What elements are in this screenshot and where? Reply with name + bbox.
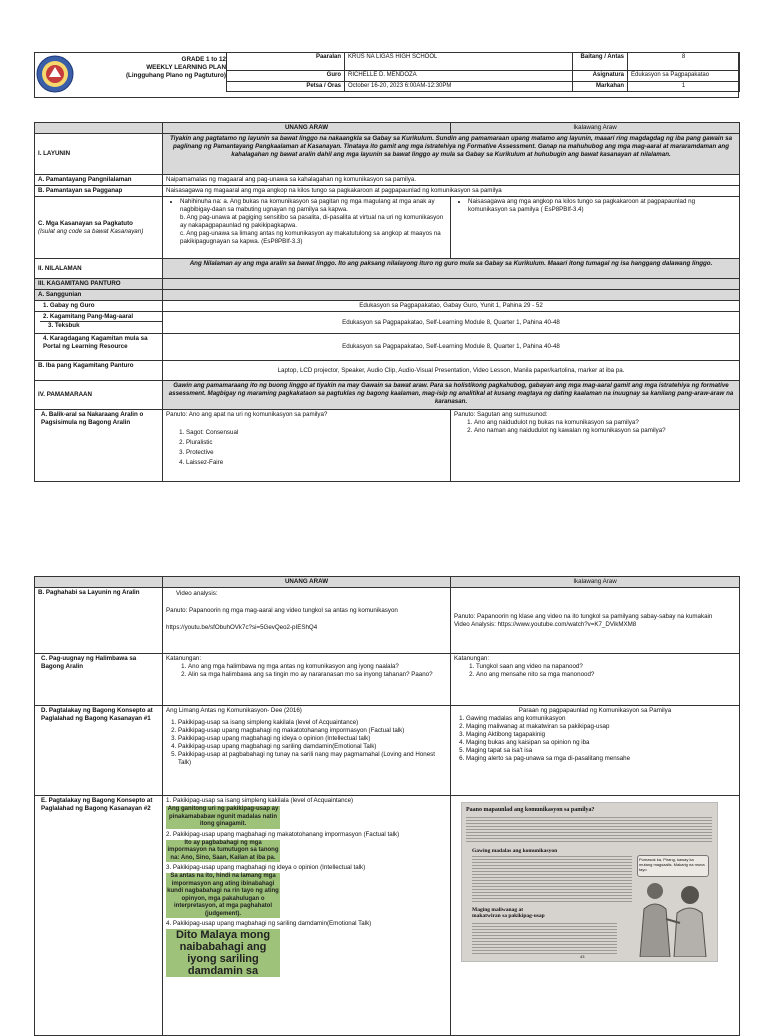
header-key: Petsa / Oras bbox=[227, 81, 345, 92]
list-item: 1. Ano ang mga halimbawa ng mga antas ng komunikasyon ang iyong naalala? bbox=[188, 663, 447, 671]
header-value: 8 bbox=[628, 53, 740, 71]
kasanayan-subtitle: (Isulat ang code sa bawat Kasanayan) bbox=[38, 227, 144, 235]
row-label-kagamitan: III. KAGAMITANG PANTURO bbox=[35, 279, 163, 290]
grade-range: GRADE 1 to 12 bbox=[181, 56, 226, 63]
gabay-text: Edukasyon sa Pagpapakatao, Gabay Guro, Yunit 1, Pahina 29 - 52 bbox=[163, 301, 740, 312]
katanungan-prompt: Katanungan: bbox=[454, 655, 490, 662]
video-analysis-title: Video analysis: bbox=[176, 590, 218, 597]
row-label-pagtalakay-2: E. Pagtalakay ng Bagong Konsepto at Paglalahad ng Bagong Kasanayan #2 bbox=[35, 796, 163, 1036]
deped-seal-logo bbox=[36, 55, 74, 93]
family-illustration bbox=[630, 879, 714, 957]
header-info-table bbox=[226, 52, 740, 92]
column-header-day1: UNANG ARAW bbox=[163, 123, 451, 134]
paghahabi-instruction: Panuto: Papanoorin ng klase ang video na ito tungkol sa pamilyang sabay-sabay na kumakain bbox=[454, 612, 713, 620]
row-label-teksbuk: 3. Teksbuk bbox=[40, 321, 162, 330]
paraan-title: Paraan ng pagpapaunlad ng Komunikasyon sa Pamilya bbox=[518, 707, 672, 714]
header-value: October 16-20, 2023 6:00AM-12:30PM bbox=[345, 81, 573, 92]
video-link[interactable]: Video Analysis: https://www.youtube.com/watch?v=K7_DVikMXM8 bbox=[454, 620, 637, 628]
list-item: 2. Pluralistic bbox=[186, 438, 447, 448]
list-item: 1. Tungkol saan ang video na napanood? bbox=[476, 663, 736, 671]
row-label-balik-aral: A. Balik-aral sa Nakaraang Aralin o Pagsisimula ng Bagong Aralin bbox=[35, 410, 163, 482]
karagdagang-text: Edukasyon sa Pagpapakatao, Self-Learning Module 8, Quarter 1, Pahina 40-48 bbox=[163, 334, 740, 361]
header-key: Guro bbox=[227, 71, 345, 82]
plan-subtitle: (Lingguhang Plano ng Pagtuturo) bbox=[125, 72, 226, 79]
header-key: Markahan bbox=[573, 81, 628, 92]
row-label-paguugnay: C. Pag-uugnay ng Halimbawa sa Bagong Aralin bbox=[35, 654, 163, 706]
list-item: 2. Ano ang mensahe nito sa mga manonood? bbox=[476, 671, 736, 679]
list-item: 1. Gawing madalas ang komunikasyon bbox=[466, 715, 736, 723]
module-page-image bbox=[461, 802, 718, 962]
plan-title: WEEKLY LEARNING PLAN bbox=[146, 64, 226, 71]
paghahabi-day1 bbox=[163, 588, 451, 654]
header-value: KRUS NA LIGAS HIGH SCHOOL bbox=[345, 53, 573, 71]
list-item: 3. Pakikipag-usap upang magbahagi ng ideya o opinion (Intellectual talk) bbox=[178, 735, 447, 743]
nilalaman-text: Ang Nilalaman ay ang mga aralin sa bawat linggo. Ito ang paksang nilalayong ituro ng guro mula sa Gabay sa Kurikulum. Maaari itong tumagal ng isa hanggang dalawang linggo. bbox=[163, 259, 740, 279]
pagtalakay-2-day1 bbox=[163, 796, 451, 1036]
video-link[interactable]: https://youtu.be/sfObuhOVk7c?si=5GevQeo2-pIEShQ4 bbox=[166, 624, 318, 631]
list-item: 2. Maging maliwanag at makatwiran sa pakikipag-usap bbox=[466, 723, 736, 731]
speech-bubble: Pumasok ka, Pirang, kaway ka mutang magsaalis. Makarig na muna tayo bbox=[637, 855, 709, 877]
row-label-nilalaman: II. NILALAMAN bbox=[35, 259, 163, 279]
row-label-pagtalakay-1: D. Pagtalakay ng Bagong Konsepto at Paglalahad ng Bagong Kasanayan #1 bbox=[35, 706, 163, 796]
iba-text: Laptop, LCD projector, Speaker, Audio Clip, Audio-Visual Presentation, Video Lesson, Manila paper/kartolina, marker at iba pa. bbox=[163, 361, 740, 381]
column-header-day1: UNANG ARAW bbox=[163, 577, 451, 588]
list-item: 3. Protective bbox=[186, 448, 447, 458]
antas-description-box: Dito Malaya mong naibabahagi ang iyong sariling damdamin sa bbox=[166, 929, 280, 977]
layunin-text: Tiyakin ang pagtatamo ng layunin sa bawat linggo na nakaangkla sa Gabay sa Kurikulum. Sundin ang pamamaraan upang matamo ang layunin, maaari ring magdagdag ng iba pang gawain sa paglinang ng Pamantayang Pangkaalaman at Kasanayan. Tinataya ito gamit ang mga istratehiya ng Formative Assessment. Ganap na mahuhubog ang mga mag-aaral at mararamdaman ang kahalagahan ng bawat aralin dahil ang mga layunin sa bawat linggo ay mula sa Gabay sa Kurikulum at huhubugin ang bawat kasanayan at nilalaman. bbox=[163, 134, 740, 175]
list-item: • Naisasagawa ang mga angkop na kilos tungo sa pagkakaroon at pagpapaunlad ng komunikasyon sa pamilya ( EsP8PBIf-3.4) bbox=[468, 198, 736, 214]
header-block bbox=[34, 52, 739, 100]
module-item-1: Gawing madalas ang komunikasyon bbox=[472, 848, 558, 854]
paghahabi-day2 bbox=[451, 588, 740, 654]
header-key: Asignatura bbox=[573, 71, 628, 82]
row-label-pangmagaaral: 2. Kagamitang Pang-Mag-aaral bbox=[43, 313, 134, 320]
list-item: 4. Maging bukas ang kaisipan sa opinion ng iba bbox=[466, 739, 736, 747]
column-header-day2: Ikalawang Araw bbox=[451, 123, 740, 134]
pagtalakay-1-day1 bbox=[163, 706, 451, 796]
list-item: 2. Alin sa mga halimbawa ang sa tingin mo ay nararanasan mo sa inyong tahanan? Paano? bbox=[188, 671, 447, 679]
lesson-plan-table-1 bbox=[34, 122, 740, 482]
row-label-pagganap: B. Pamantayan sa Pagganap bbox=[35, 186, 163, 197]
header-value: Edukasyon sa Pagpapakatao bbox=[628, 71, 740, 82]
header-value: RICHELLE D. MENDOZA bbox=[345, 71, 573, 82]
module-heading: Paano mapaunlad ang komunikasyon sa pamilya? bbox=[466, 807, 595, 813]
list-item: 2. Ano naman ang naidudulot ng kawalan ng komunikasyon sa pamilya? bbox=[474, 427, 736, 435]
balik-prompt: Panuto: Ano ang apat na uri ng komunikasyon sa pamilya? bbox=[166, 411, 328, 418]
row-label-pamamaraan: IV. PAMAMARAAN bbox=[35, 381, 163, 410]
lesson-plan-table-2 bbox=[34, 576, 740, 1036]
row-label-karagdagang: 4. Karagdagang Kagamitan mula sa Portal ng Learning Resource bbox=[35, 334, 163, 361]
row-label-gabay: 1. Gabay ng Guro bbox=[35, 301, 163, 312]
list-item: b. Ang pag-unawa at pagiging sensitibo sa pasalita, di-pasalita at virtual na uri ng komunikasyon ay nakapagpapaunlad ng pakikipagkapwa. bbox=[180, 214, 444, 229]
row-label-layunin: I. LAYUNIN bbox=[35, 134, 163, 175]
pangnilalaman-text: Naipamamalas ng magaaral ang pag-unawa sa kahalagahan ng komunikasyon sa pamilya. bbox=[163, 175, 740, 186]
list-item: 4. Pakikipag-usap upang magbahagi ng sariling damdamin(Emotional Talk) bbox=[178, 743, 447, 751]
column-header-day2: Ikalawang Araw bbox=[451, 577, 740, 588]
paguugnay-day2 bbox=[451, 654, 740, 706]
antas-description-box: Ito ay pagbabahagi ng mga impormasyon na tumutugon sa tanong na: Ano, Sino, Saan, Kailan at iba pa. bbox=[167, 839, 279, 861]
list-item: 1. Sagot: Consensual bbox=[186, 428, 447, 438]
paguugnay-day1 bbox=[163, 654, 451, 706]
antas-item-4: 4. Pakikipag-usap upang magbahagi ng sariling damdamin(Emotional Talk) bbox=[166, 920, 372, 927]
antas-description-box: Sa antas na ito, hindi na lamang mga impormasyon ang ating ibinabahagi kundi nagbabahagi na rin tayo ng ating opinyon, mga pakahulugan o interpretasyon, at mga paghahatol (judgement). bbox=[167, 873, 279, 917]
list-item: 4. Laissez-Faire bbox=[186, 458, 447, 468]
pagganap-text: Naisasagawa ng magaaral ang mga angkop na kilos tungo sa pagkakaroon at pagpapaunlad ng komunikasyon sa pamilya bbox=[163, 186, 740, 197]
pangmagaaral-text: Edukasyon sa Pagpapakatao, Self-Learning Module 8, Quarter 1, Pahina 40-48 bbox=[163, 312, 740, 334]
antas-item-1: 1. Pakikipag-usap sa isang simpleng kakilala (level of Acquaintance) bbox=[166, 797, 354, 804]
pagtalakay-1-day2 bbox=[451, 706, 740, 796]
header-key: Baitang / Antas bbox=[573, 53, 628, 71]
row-label-kasanayan: C. Mga Kasanayan sa Pagkatuto bbox=[38, 219, 133, 227]
header-key: Paaralan bbox=[227, 53, 345, 71]
balik-prompt: Panuto: Sagutan ang sumusunod: bbox=[454, 411, 548, 418]
row-label-iba: B. Iba pang Kagamitang Panturo bbox=[35, 361, 163, 381]
page-number: 43 bbox=[580, 954, 585, 959]
kasanayan-day1 bbox=[163, 197, 451, 259]
list-item: 6. Maging alerto sa pag-unawa sa mga di-pasalitang mensahe bbox=[466, 755, 736, 763]
list-item: 5. Pakikipag-usap at pagbabahagi ng tunay na sarili nang may pagmamahal (Loving and Honest Talk) bbox=[178, 751, 447, 767]
antas-item-3: 3. Pakikipag-usap upang magbahagi ng ideya o opinion (Intellectual talk) bbox=[166, 864, 366, 871]
list-item: • Nahihinuha na: a. Ang bukas na komunikasyon sa pagitan ng mga magulang at mga anak ay nagbibigay-daan sa mabuting ugnayan ng pamilya sa kapwa. bbox=[180, 198, 447, 214]
list-item: 3. Maging Aktibong tagapakinig bbox=[466, 731, 736, 739]
paghahabi-instruction: Panuto: Papanoorin ng mga mag-aaral ang video tungkol sa antas ng komunikasyon bbox=[166, 607, 398, 614]
row-label-sanggunian: A. Sanggunian bbox=[35, 290, 163, 301]
list-item: 1. Ano ang naidudulot ng bukas na komunikasyon sa pamilya? bbox=[474, 419, 736, 427]
limang-antas-title: Ang Limang Antas ng Komunikasyon- Dee (2016) bbox=[166, 707, 302, 714]
row-label-paghahabi: B. Paghahabi sa Layunin ng Aralin bbox=[35, 588, 163, 654]
list-item: 5. Maging tapat sa isa't isa bbox=[466, 747, 736, 755]
header-value: 1 bbox=[628, 81, 740, 92]
antas-description-box: Ang ganitong uri ng pakikipag-usap ay pinakamababaw ngunit madalas natin itong ginagamit. bbox=[167, 806, 279, 827]
pagtalakay-2-day2 bbox=[451, 796, 740, 1036]
row-label-pangnilalaman: A. Pamantayang Pangnilalaman bbox=[35, 175, 163, 186]
list-item: 2. Pakikipag-usap upang magbahagi ng makatotohanang impormasyon (Factual talk) bbox=[178, 727, 447, 735]
module-item-2: Maging maliwanag at makatwiran sa pakikipag-usap bbox=[472, 907, 545, 919]
katanungan-prompt: Katanungan: bbox=[166, 655, 202, 662]
antas-item-2: 2. Pakikipag-usap upang magbahagi ng makatotohanang impormasyon (Factual talk) bbox=[166, 830, 400, 838]
balik-aral-day2 bbox=[451, 410, 740, 482]
kasanayan-day2 bbox=[451, 197, 740, 259]
balik-aral-day1 bbox=[163, 410, 451, 482]
list-item: 1. Pakikipag-usap sa isang simpleng kakilala (level of Acquaintance) bbox=[178, 719, 447, 727]
pamamaraan-text: Gawin ang pamamaraang ito ng buong linggo at tiyakin na may Gawain sa bawat araw. Para sa holistikong pagkahubog, gabayan ang mga mag-aaral gamit ang mga istratehiya ng formative assessment. Magbigay ng maraming pagkakataon sa pagtuklas ng bagong kaalaman, mag-isip ng analitikal at kusang magtaya ng dating kaalaman na inuugnay sa kanilang pang-araw-araw na karanasan. bbox=[163, 381, 740, 410]
list-item: c. Ang pag-unawa sa limang antas ng komunikasyon ay makatutulong sa angkop at maayos na pakikipagugnayan sa kapwa. (EsP8PBIf-3.3) bbox=[180, 230, 441, 245]
